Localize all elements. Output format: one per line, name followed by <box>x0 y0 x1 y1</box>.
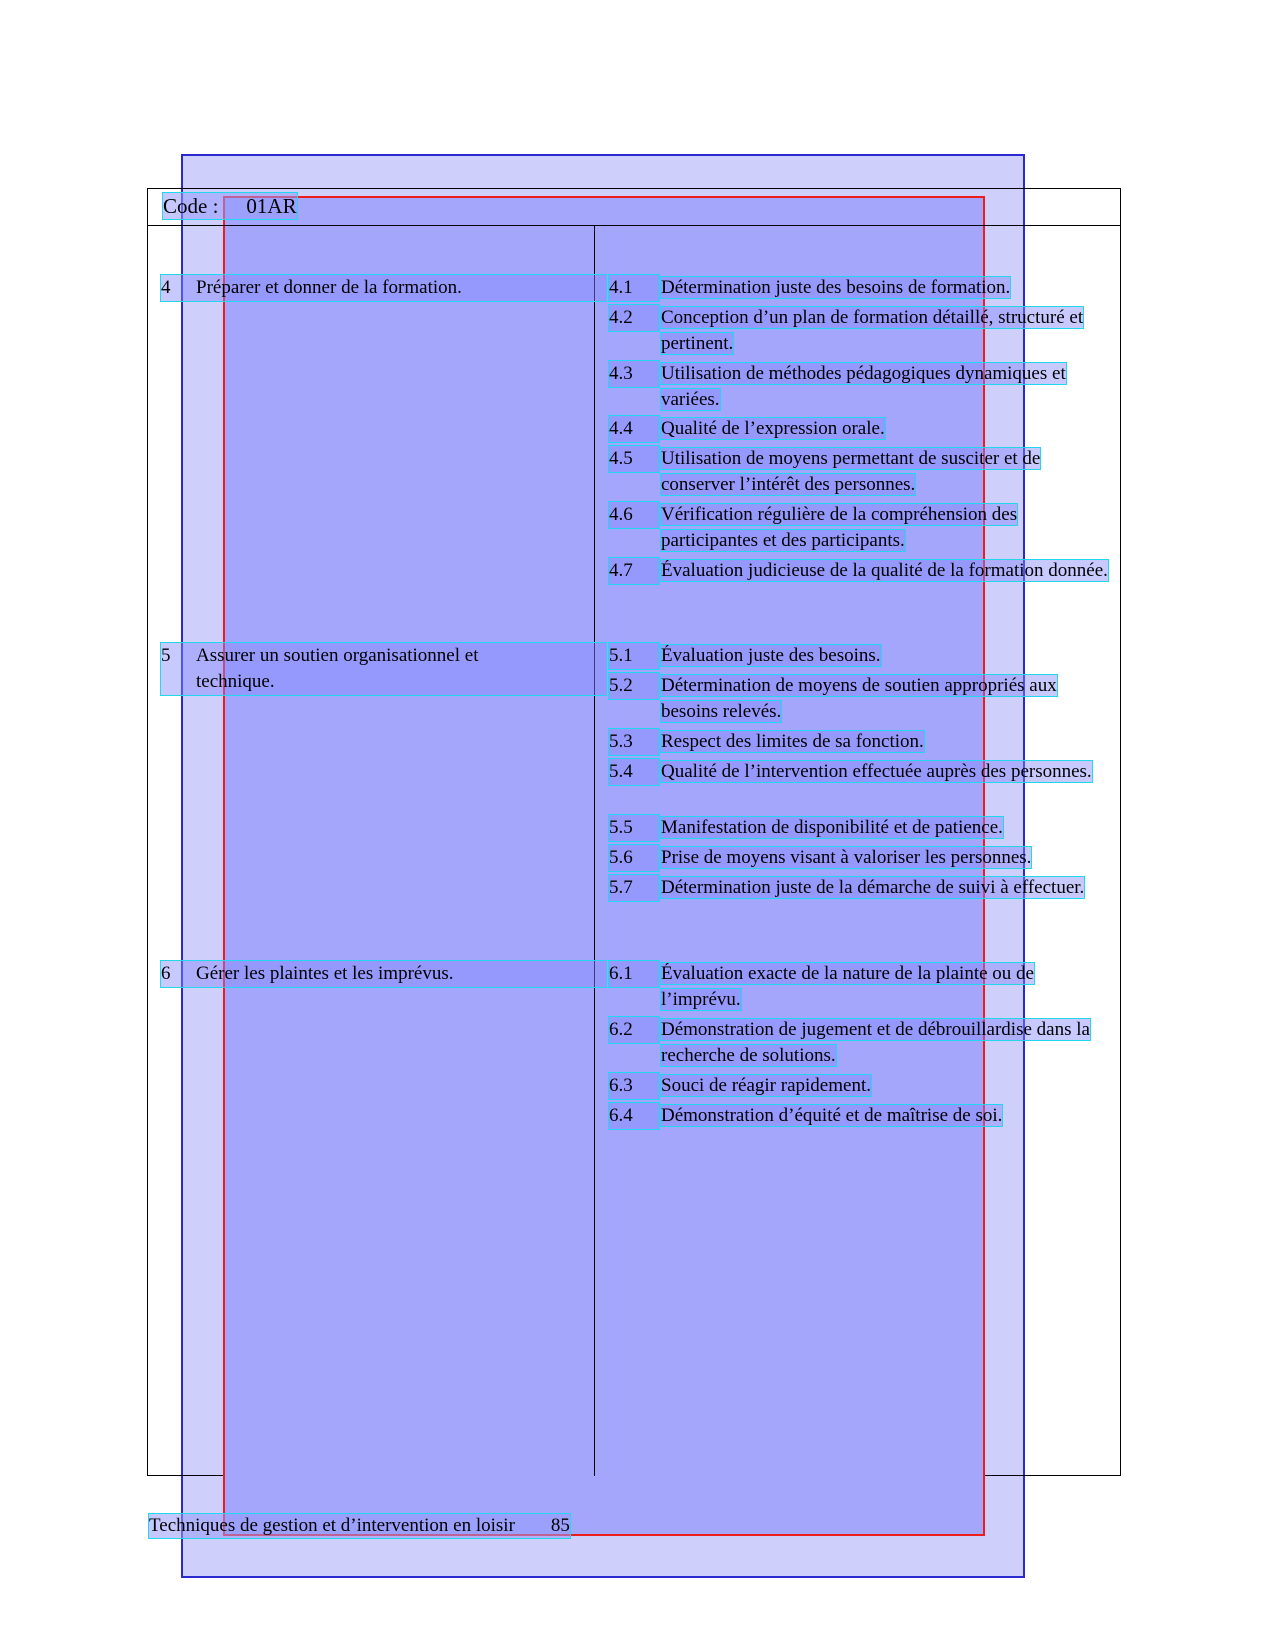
competency-4 <box>161 275 606 301</box>
criterion-number: 4.6 <box>609 502 659 528</box>
criterion-5-6 <box>609 845 1109 871</box>
criterion-number: 5.3 <box>609 729 659 755</box>
criterion-number: 4.5 <box>609 446 659 472</box>
criterion-number: 4.3 <box>609 361 659 387</box>
criterion-number: 4.1 <box>609 275 659 301</box>
competency-number: 6 <box>161 963 171 984</box>
criterion-4-1 <box>609 275 1109 301</box>
criterion-text: Détermination juste de la démarche de suivi à effectuer. <box>661 877 1085 898</box>
criterion-5-7 <box>609 875 1109 901</box>
criterion-6-2 <box>609 1017 1109 1069</box>
criterion-5-3 <box>609 729 1109 755</box>
competency-text: Assurer un soutien organisationnel et technique. <box>196 645 479 692</box>
competency-number: 4 <box>161 277 171 298</box>
criterion-text: Évaluation juste des besoins. <box>661 645 881 666</box>
competency-5 <box>161 643 606 695</box>
criterion-text: Démonstration d’équité et de maîtrise de soi. <box>661 1105 1003 1126</box>
criterion-text: Conception d’un plan de formation détaillé, structuré et pertinent. <box>661 307 1084 354</box>
criterion-number: 5.7 <box>609 875 659 901</box>
criterion-text: Manifestation de disponibilité et de patience. <box>661 817 1003 838</box>
criterion-number: 5.2 <box>609 673 659 699</box>
criterion-text: Qualité de l’expression orale. <box>661 418 885 439</box>
page-number: 85 <box>550 1515 570 1536</box>
criterion-6-4 <box>609 1103 1109 1129</box>
criterion-text: Détermination de moyens de soutien appropriés aux besoins relevés. <box>661 675 1057 722</box>
criterion-text: Démonstration de jugement et de débrouillardise dans la recherche de solutions. <box>661 1019 1090 1066</box>
criterion-number: 5.6 <box>609 845 659 871</box>
criterion-4-3 <box>609 361 1109 413</box>
criterion-text: Souci de réagir rapidement. <box>661 1075 871 1096</box>
page-footer <box>149 1514 570 1538</box>
criterion-number: 4.4 <box>609 416 659 442</box>
competency-text: Gérer les plaintes et les imprévus. <box>196 963 454 984</box>
competency-6 <box>161 961 606 987</box>
criterion-5-2 <box>609 673 1109 725</box>
competency-number: 5 <box>161 645 171 666</box>
criterion-text: Évaluation judicieuse de la qualité de la formation donnée. <box>661 560 1108 581</box>
code-label: Code : <box>163 194 219 218</box>
criterion-text: Utilisation de méthodes pédagogiques dynamiques et variées. <box>661 363 1066 410</box>
criterion-number: 6.2 <box>609 1017 659 1043</box>
criterion-number: 5.5 <box>609 815 659 841</box>
criterion-text: Qualité de l’intervention effectuée auprès des personnes. <box>661 761 1092 782</box>
criterion-5-1 <box>609 643 1109 669</box>
criterion-6-1 <box>609 961 1109 1013</box>
criterion-6-3 <box>609 1073 1109 1099</box>
criterion-text: Détermination juste des besoins de formation. <box>661 277 1011 298</box>
criterion-4-4 <box>609 416 1109 442</box>
footer-title: Techniques de gestion et d’intervention en loisir <box>149 1515 515 1536</box>
column-divider <box>594 226 595 1476</box>
code-value: 01AR <box>246 194 297 218</box>
criterion-text: Prise de moyens visant à valoriser les personnes. <box>661 847 1032 868</box>
code-header <box>163 193 297 219</box>
criterion-number: 6.3 <box>609 1073 659 1099</box>
criterion-number: 6.4 <box>609 1103 659 1129</box>
criterion-5-4 <box>609 759 1109 785</box>
criterion-number: 4.2 <box>609 305 659 331</box>
criterion-4-2 <box>609 305 1109 357</box>
criterion-text: Respect des limites de sa fonction. <box>661 731 924 752</box>
criterion-text: Utilisation de moyens permettant de susciter et de conserver l’intérêt des personnes. <box>661 448 1041 495</box>
criterion-number: 5.1 <box>609 643 659 669</box>
criterion-text: Vérification régulière de la compréhension des participantes et des participants. <box>661 504 1018 551</box>
criterion-text: Évaluation exacte de la nature de la plainte ou de l’imprévu. <box>661 963 1034 1010</box>
header-divider <box>147 225 1121 226</box>
criterion-4-5 <box>609 446 1109 498</box>
criterion-number: 4.7 <box>609 558 659 584</box>
criterion-5-5 <box>609 815 1109 841</box>
criterion-number: 5.4 <box>609 759 659 785</box>
competency-text: Préparer et donner de la formation. <box>196 277 462 298</box>
criterion-4-7 <box>609 558 1109 584</box>
criterion-4-6 <box>609 502 1109 554</box>
criterion-number: 6.1 <box>609 961 659 987</box>
